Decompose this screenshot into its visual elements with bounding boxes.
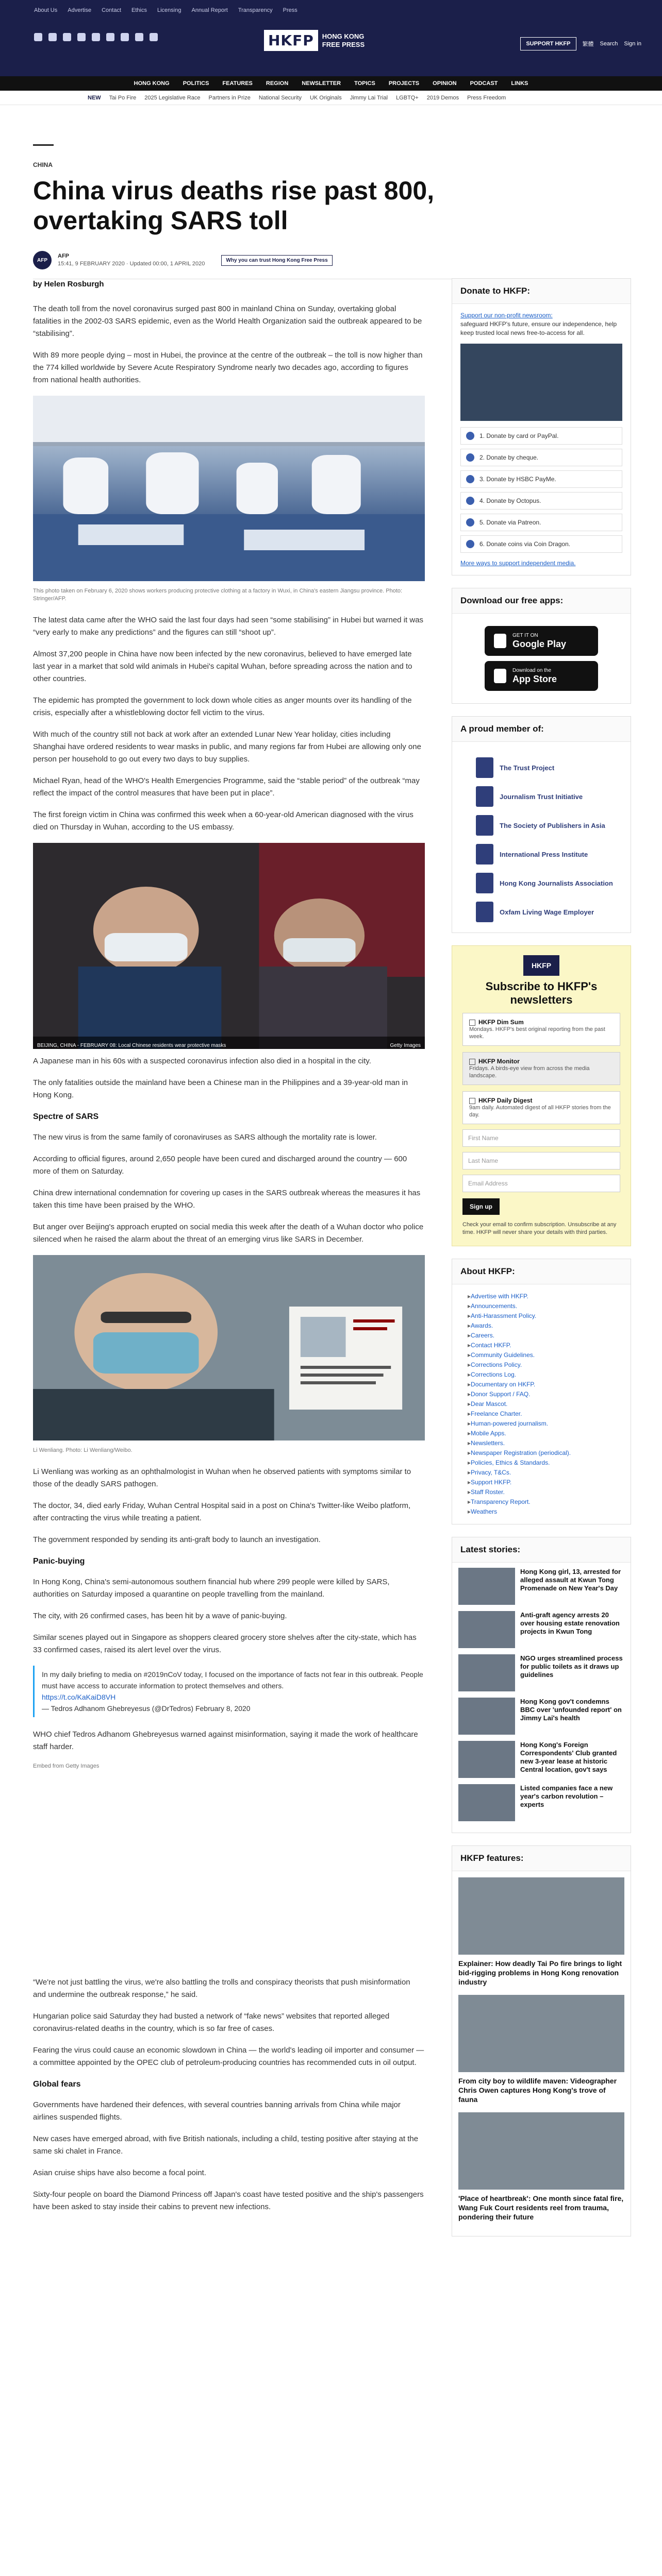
latest-story[interactable] (458, 1741, 624, 1778)
email-field[interactable]: Email Address (462, 1175, 620, 1192)
donate-payme-button[interactable] (460, 470, 622, 488)
paragraph: WHO chief Tedros Adhanom Ghebreyesus warned against misinformation, saying it made the work of healthcare staff harder. (33, 1730, 418, 1751)
apple-icon (494, 669, 506, 683)
latest-story[interactable] (458, 1611, 624, 1648)
about-link[interactable]: ▸ Careers. (468, 1331, 622, 1341)
section-heading: Panic-buying (33, 1557, 85, 1566)
about-link[interactable]: ▸ Donor Support / FAQ. (468, 1389, 622, 1399)
about-link[interactable]: ▸ Mobile Apps. (468, 1429, 622, 1438)
first-name-field[interactable]: First Name (462, 1129, 620, 1147)
apps-box (452, 588, 631, 704)
feature-photo (458, 1995, 624, 2072)
story-thumbnail (458, 1611, 515, 1648)
coin-icon (466, 540, 474, 548)
getty-credit: Getty Images (390, 1043, 421, 1048)
support-button[interactable]: SUPPORT HKFP (520, 37, 576, 50)
donate-coin-button[interactable] (460, 535, 622, 553)
patreon-icon (466, 518, 474, 527)
header-rule (33, 144, 54, 146)
article-title: China virus deaths rise past 800, overtaking SARS toll (33, 176, 435, 235)
paragraph: The government responded by sending its anti-graft body to launch an investigation. (33, 1535, 321, 1544)
member-hkja[interactable] (476, 873, 622, 893)
about-link[interactable]: ▸ Newsletters. (468, 1438, 622, 1448)
trending-item[interactable]: Partners in Prize (208, 94, 251, 101)
nav-projects[interactable]: PROJECTS (388, 80, 420, 87)
tweet-text: In my daily briefing to media on #2019nCoV today, I focused on the importance of facts not fear in this outbreak. People must have access to accurate information to protect themselves and others. (42, 1670, 423, 1690)
nav-podcast[interactable]: PODCAST (470, 80, 498, 87)
donate-more-link[interactable]: More ways to support independent media. (460, 560, 576, 567)
rss-icon[interactable] (150, 33, 158, 41)
option-name: HKFP Monitor (478, 1058, 520, 1065)
about-link[interactable]: ▸ Dear Mascot. (468, 1399, 622, 1409)
trending-item[interactable]: Tai Po Fire (109, 94, 137, 101)
member-name: The Trust Project (500, 764, 555, 772)
embed-note: Embed from Getty Images (33, 1763, 100, 1769)
nav-opinion[interactable]: OPINION (433, 80, 457, 87)
header-actions (520, 37, 641, 50)
photo-caption: This photo taken on February 6, 2020 shows workers producing protective clothing at a factory in Wuxi, in China's eastern Jiangsu province. Photo: Stringer/AFP. (33, 588, 403, 602)
option-name: HKFP Dim Sum (478, 1019, 524, 1026)
member-sopa[interactable] (476, 815, 622, 836)
newsletter-note: Check your email to confirm subscription. Unsubscribe at any time. HKFP will never share your details with third parties. (462, 1222, 617, 1235)
newsletter-title: Subscribe to HKFP's newsletters (485, 980, 598, 1006)
logo-text (322, 32, 365, 49)
gp-small: GET IT ON (512, 633, 538, 638)
paragraph: A Japanese man in his 60s with a suspected coronavirus infection also died in a hospital in the city. (33, 1057, 371, 1065)
article-header (33, 144, 456, 279)
card-icon (466, 432, 474, 440)
masked-residents-art (33, 843, 425, 1049)
article-date: 15:41, 9 FEBRUARY 2020 · Updated 00:00, 1 APRIL 2020 (58, 261, 205, 267)
story-thumbnail (458, 1654, 515, 1691)
nav-newsletter[interactable]: NEWSLETTER (302, 80, 341, 87)
photo-caption: Li Wenliang. Photo: Li Wenliang/Weibo. (33, 1447, 133, 1453)
about-link[interactable]: ▸ Documentary on HKFP. (468, 1380, 622, 1389)
author-name[interactable]: AFP (58, 253, 69, 259)
masked-residents-photo[interactable] (33, 843, 425, 1049)
link-transparency[interactable]: Transparency (238, 7, 273, 13)
embed-overlay (33, 1037, 425, 1049)
paragraph: With 89 more people dying – most in Hubei, the province at the centre of the outbreak – the toll is now higher than the 774 killed worldwide by Severe Acute Respiratory Syndrome nearly two decades ago, according to figures from national health authorities. (33, 351, 423, 384)
feature-title: Explainer: How deadly Tai Po fire brings to light bid-rigging problems in Hong Kong renovation industry (458, 1959, 622, 1986)
link-about[interactable]: About Us (34, 7, 58, 13)
story-title: Hong Kong girl, 13, arrested for alleged assault at Kwun Tong Promenade on New Year's Day (520, 1568, 621, 1592)
about-title: About HKFP: (452, 1259, 631, 1284)
option-name: HKFP Daily Digest (478, 1097, 533, 1104)
language-toggle[interactable]: 繁體 (582, 41, 594, 47)
about-link[interactable]: ▸ Announcements. (468, 1301, 622, 1311)
nav-topics[interactable]: TOPICS (354, 80, 375, 87)
story-title: Hong Kong's Foreign Correspondents' Club granted new 3-year lease at historic Central location, gov't says (520, 1741, 617, 1773)
paragraph: According to official figures, around 2,650 people have been cured and discharged around the country — 600 more of them on Saturday. (33, 1155, 407, 1176)
paragraph: But anger over Beijing's approach erupted on social media this week after the death of a Wuhan doctor who police silenced when he raised the alarm about the threat of an emerging virus like SARS in December. (33, 1223, 424, 1244)
newsletter-box (452, 945, 631, 1246)
paragraph: Similar scenes played out in Singapore as shoppers cleared grocery store shelves after the city-state, which has 33 confirmed cases, raised its alert level over the virus. (33, 1633, 417, 1654)
trending-item[interactable]: National Security (258, 94, 302, 101)
logo-line-2: FREE PRESS (322, 40, 365, 48)
member-oxfam[interactable] (476, 902, 622, 922)
member-name: Journalism Trust Initiative (500, 792, 583, 801)
signin-link[interactable]: Sign in (624, 41, 641, 47)
about-link[interactable]: ▸ Advertise with HKFP. (468, 1292, 622, 1301)
paragraph: In Hong Kong, China's semi-autonomous southern financial hub where 299 people were killed by SARS, authorities on Saturday imposed a quarantine on people travelling from the mainland. (33, 1578, 390, 1599)
paragraph: The city, with 26 confirmed cases, has been hit by a wave of panic-buying. (33, 1612, 287, 1620)
paragraph: Hungarian police said Saturday they had busted a network of “fake news” websites that reported alleged coronavirus-related deaths in the country, which is so far free of cases. (33, 2012, 390, 2033)
article-body (33, 278, 425, 2223)
latest-story[interactable] (458, 1654, 624, 1691)
checkbox[interactable] (469, 1020, 475, 1026)
oxfam-logo (476, 902, 493, 922)
paragraph: Asian cruise ships have also become a focal point. (33, 2168, 207, 2177)
hkja-logo (476, 873, 493, 893)
paragraph: The death toll from the novel coronavirus surged past 800 in mainland China on Sunday, overtaking global fatalities in the 2002-03 SARS epidemic, even as the World Health Organization said the outbreak appeared to be “stabilising”. (33, 304, 422, 338)
member-name: Oxfam Living Wage Employer (500, 908, 594, 916)
sopa-logo (476, 815, 493, 836)
embedded-tweet[interactable] (33, 1666, 425, 1717)
about-link[interactable]: ▸ Anti-Harassment Policy. (468, 1311, 622, 1321)
option-desc: 9am daily. Automated digest of all HKFP stories from the day. (469, 1105, 611, 1118)
about-link[interactable]: ▸ Awards. (468, 1321, 622, 1331)
paragraph: The latest data came after the WHO said the last four days had seen “some stabilising” in Hubei but warned it was “very early to make any predictions” and the figures can still “shoot up”. (33, 616, 424, 637)
paragraph: Fearing the virus could cause an economic slowdown in China — the world's leading oil importer and consumer — a committee appointed by the OPEC club of petroleum-producing countries has recommended cuts in oil output. (33, 2046, 424, 2067)
as-big: App Store (512, 674, 557, 684)
author-avatar: AFP (33, 251, 52, 269)
trending-new-label: NEW (88, 94, 101, 101)
member-trust-project[interactable] (476, 757, 622, 778)
about-link[interactable]: ▸ Privacy, T&Cs. (468, 1468, 622, 1478)
newsletter-option-digest[interactable] (462, 1091, 620, 1124)
donate-support-link[interactable]: Support our non-profit newsroom: (460, 312, 553, 319)
newsletter-option-dimsum[interactable] (462, 1013, 620, 1046)
about-link[interactable]: ▸ Freelance Charter. (468, 1409, 622, 1419)
about-link[interactable]: ▸ Contact HKFP. (468, 1341, 622, 1350)
payme-icon (466, 475, 474, 483)
paragraph: The new virus is from the same family of coronaviruses as SARS although the mortality rate is lower. (33, 1133, 377, 1142)
members-title: A proud member of: (452, 717, 631, 742)
member-name: Hong Kong Journalists Association (500, 879, 613, 887)
threads-icon[interactable] (121, 33, 129, 41)
about-link[interactable]: ▸ Transparency Report. (468, 1497, 622, 1507)
paragraph: The first foreign victim in China was confirmed this week when a 60-year-old American diagnosed with the virus died on Thursday in Wuhan, according to the US embassy. (33, 810, 413, 832)
paragraph: The only fatalities outside the mainland have been a Chinese man in the Philippines and a 39-year-old man in Hong Kong. (33, 1078, 408, 1099)
nav-features[interactable]: FEATURES (222, 80, 253, 87)
latest-box (452, 1537, 631, 1833)
story-title: NGO urges streamlined process for public toilets as it draws up guidelines (520, 1654, 623, 1679)
trending-item[interactable]: Press Freedom (467, 94, 506, 101)
as-small: Download on the (512, 668, 552, 673)
donate-label: 1. Donate by card or PayPal. (479, 432, 559, 439)
donate-patreon-button[interactable] (460, 514, 622, 531)
story-title: Anti-graft agency arrests 20 over housing estate renovation projects in Kwun Tong (520, 1611, 620, 1635)
li-wenliang-photo (33, 1255, 425, 1440)
link-advertise[interactable]: Advertise (68, 7, 92, 13)
youtube-icon[interactable] (77, 33, 86, 41)
newsletter-logo: HKFP (523, 955, 559, 976)
paragraph: China drew international condemnation for covering up cases in the SARS outbreak whereas the measures it has taken this time have been praised by the WHO. (33, 1189, 421, 1210)
instagram-icon[interactable] (63, 33, 71, 41)
checkbox[interactable] (469, 1059, 475, 1065)
trust-link[interactable]: Why you can trust Hong Kong Free Press (221, 255, 332, 266)
facebook-icon[interactable] (34, 33, 42, 41)
link-press[interactable]: Press (283, 7, 297, 13)
donate-label: 3. Donate by HSBC PayMe. (479, 475, 556, 483)
trending-bar (0, 91, 662, 105)
nav-region[interactable]: REGION (266, 80, 289, 87)
story-thumbnail (458, 1568, 515, 1605)
feature-item[interactable] (458, 2112, 624, 2222)
trending-item[interactable]: Jimmy Lai Trial (350, 94, 388, 101)
feature-title: From city boy to wildlife maven: Videographer Chris Owen captures Hong Kong's trove of fauna (458, 2077, 617, 2104)
author-block (58, 252, 205, 268)
factory-photo-art (33, 396, 425, 581)
top-bar (0, 0, 662, 76)
trending-item[interactable]: 2025 Legislative Race (144, 94, 201, 101)
telegram-icon[interactable] (106, 33, 114, 41)
tweet-signature: — Tedros Adhanom Ghebreyesus (@DrTedros) February 8, 2020 (42, 1704, 251, 1713)
donate-text: safeguard HKFP's future, ensure our independence, help keep trusted local news free-to-access for all. (460, 320, 617, 336)
article-meta (33, 251, 456, 269)
about-box (452, 1259, 631, 1524)
donate-title: Donate to HKFP: (452, 279, 631, 304)
nav-hong-kong[interactable]: HONG KONG (134, 80, 170, 87)
about-link[interactable]: ▸ Support HKFP. (468, 1478, 622, 1487)
newsletter-option-monitor[interactable] (462, 1052, 620, 1085)
link-contact[interactable]: Contact (102, 7, 122, 13)
member-ipi[interactable] (476, 844, 622, 865)
signup-button[interactable]: Sign up (462, 1198, 500, 1215)
latest-story[interactable] (458, 1698, 624, 1735)
factory-photo (33, 396, 425, 581)
li-wenliang-art (33, 1255, 425, 1440)
donate-card-button[interactable] (460, 427, 622, 445)
paragraph: Li Wenliang was working as an ophthalmologist in Wuhan when he observed patients with symptoms similar to those of the deadly SARS pathogen. (33, 1467, 411, 1488)
member-jti[interactable] (476, 786, 622, 807)
article-category[interactable]: CHINA (33, 161, 53, 168)
donate-label: 4. Donate by Octopus. (479, 497, 541, 504)
about-link[interactable]: ▸ Human-powered journalism. (468, 1419, 622, 1429)
app-store-button[interactable] (485, 661, 598, 691)
last-name-field[interactable]: Last Name (462, 1152, 620, 1170)
paragraph: “We're not just battling the virus, we're also battling the trolls and conspiracy theorists that push misinformation and undermine the outbreak response,” he said. (33, 1978, 410, 1999)
cheque-icon (466, 453, 474, 462)
donate-label: 6. Donate coins via Coin Dragon. (479, 540, 571, 548)
feature-title: 'Place of heartbreak': One month since fatal fire, Wang Fuk Court residents reel from trauma, pondering their future (458, 2194, 624, 2221)
byline: by Helen Rosburgh (33, 280, 104, 289)
link-licensing[interactable]: Licensing (157, 7, 181, 13)
trending-item[interactable]: UK Originals (309, 94, 342, 101)
donate-cheque-button[interactable] (460, 449, 622, 466)
about-link[interactable]: ▸ Policies, Ethics & Standards. (468, 1458, 622, 1468)
feature-photo (458, 1877, 624, 1955)
story-thumbnail (458, 1698, 515, 1735)
option-desc: Fridays. A birds-eye view from across the media landscape. (469, 1065, 590, 1079)
latest-story[interactable] (458, 1784, 624, 1821)
feature-photo (458, 2112, 624, 2190)
paragraph: New cases have emerged abroad, with five British nationals, including a child, testing positive after staying at the same ski chalet in France. (33, 2134, 419, 2156)
members-box (452, 716, 631, 933)
octopus-icon (466, 497, 474, 505)
logo-line-1: HONG KONG (322, 32, 365, 40)
sidebar (452, 278, 631, 2249)
features-box (452, 1845, 631, 2236)
story-title: Listed companies face a new year's carbon revolution – experts (520, 1784, 613, 1808)
apps-title: Download our free apps: (452, 588, 631, 614)
tweet-link[interactable]: https://t.co/KaKaiD8VH (42, 1693, 116, 1701)
nav-links[interactable]: LINKS (511, 80, 528, 87)
member-name: International Press Institute (500, 850, 588, 858)
paragraph: Sixty-four people on board the Diamond Princess off Japan's coast have tested positive and the ship's passengers have been asked to stay inside their cabins to prevent new infections. (33, 2190, 424, 2211)
twitter-icon[interactable] (48, 33, 57, 41)
logo-mark: HKFP (264, 30, 318, 51)
about-link[interactable]: ▸ Corrections Policy. (468, 1360, 622, 1370)
donate-image (460, 344, 622, 421)
feature-item[interactable] (458, 1995, 624, 2104)
paragraph: The doctor, 34, died early Friday, Wuhan Central Hospital said in a post on China's Twitter-like Weibo platform, after contracting the virus while treating a patient. (33, 1501, 411, 1522)
paragraph: The epidemic has prompted the government to lock down whole cities as anger mounts over its handling of the crisis, especially after a whistleblowing doctor fell victim to the virus. (33, 696, 412, 717)
about-link[interactable]: ▸ Community Guidelines. (468, 1350, 622, 1360)
main-nav (0, 76, 662, 91)
search-button[interactable]: Search (600, 41, 618, 47)
utility-links (34, 7, 297, 13)
ipi-logo (476, 844, 493, 865)
paragraph: Michael Ryan, head of the WHO's Health Emergencies Programme, said the “stable period” of the outbreak “may reflect the impact of the control measures that have been put in place”. (33, 776, 420, 798)
about-link[interactable]: ▸ Staff Roster. (468, 1487, 622, 1497)
paragraph: Governments have hardened their defences, with several countries banning arrivals from China while major airlines suspended flights. (33, 2100, 401, 2122)
donate-label: 5. Donate via Patreon. (479, 518, 541, 526)
trust-project-logo (476, 757, 493, 778)
linkedin-icon[interactable] (92, 33, 100, 41)
jti-logo (476, 786, 493, 807)
donate-octopus-button[interactable] (460, 492, 622, 510)
features-title: HKFP features: (452, 1846, 631, 1871)
latest-story[interactable] (458, 1568, 624, 1605)
feature-item[interactable] (458, 1877, 624, 1987)
trending-item[interactable]: LGBTQ+ (396, 94, 419, 101)
about-link[interactable]: ▸ Newspaper Registration (periodical). (468, 1448, 622, 1458)
story-title: Hong Kong gov't condemns BBC over 'unfounded report' on Jimmy Lai's health (520, 1698, 622, 1722)
about-link[interactable]: ▸ Weathers (468, 1507, 622, 1517)
play-store-icon (494, 634, 506, 648)
checkbox[interactable] (469, 1098, 475, 1104)
paragraph: With much of the country still not back at work after an extended Lunar New Year holiday, cities including Shanghai have ordered residents to wear masks in public, and many regions far from Hubei are allowing only one person per household to go out every two days to buy supplies. (33, 730, 421, 764)
latest-title: Latest stories: (452, 1537, 631, 1563)
mail-icon[interactable] (135, 33, 143, 41)
about-list (452, 1284, 631, 1524)
about-link[interactable]: ▸ Corrections Log. (468, 1370, 622, 1380)
donate-box (452, 278, 631, 575)
story-thumbnail (458, 1741, 515, 1778)
nav-politics[interactable]: POLITICS (183, 80, 209, 87)
site-logo[interactable] (264, 30, 365, 51)
trending-item[interactable]: 2019 Demos (426, 94, 459, 101)
section-heading: Global fears (33, 2080, 81, 2089)
option-desc: Mondays. HKFP's best original reporting from the past week. (469, 1026, 605, 1040)
section-heading: Spectre of SARS (33, 1112, 99, 1121)
link-annual-report[interactable]: Annual Report (191, 7, 228, 13)
member-name: The Society of Publishers in Asia (500, 821, 605, 829)
paragraph: Almost 37,200 people in China have now been infected by the new coronavirus, believed to have emerged late last year in a market that sold wild animals in Hubei's capital Wuhan, before spreading across the nation and to other countries. (33, 650, 412, 683)
story-thumbnail (458, 1784, 515, 1821)
gp-big: Google Play (512, 639, 567, 649)
google-play-button[interactable] (485, 626, 598, 656)
embed-caption: BEIJING, CHINA - FEBRUARY 08: Local Chinese residents wear protective masks (37, 1043, 226, 1048)
social-icons (34, 33, 158, 41)
link-ethics[interactable]: Ethics (131, 7, 147, 13)
donate-label: 2. Donate by cheque. (479, 453, 539, 461)
